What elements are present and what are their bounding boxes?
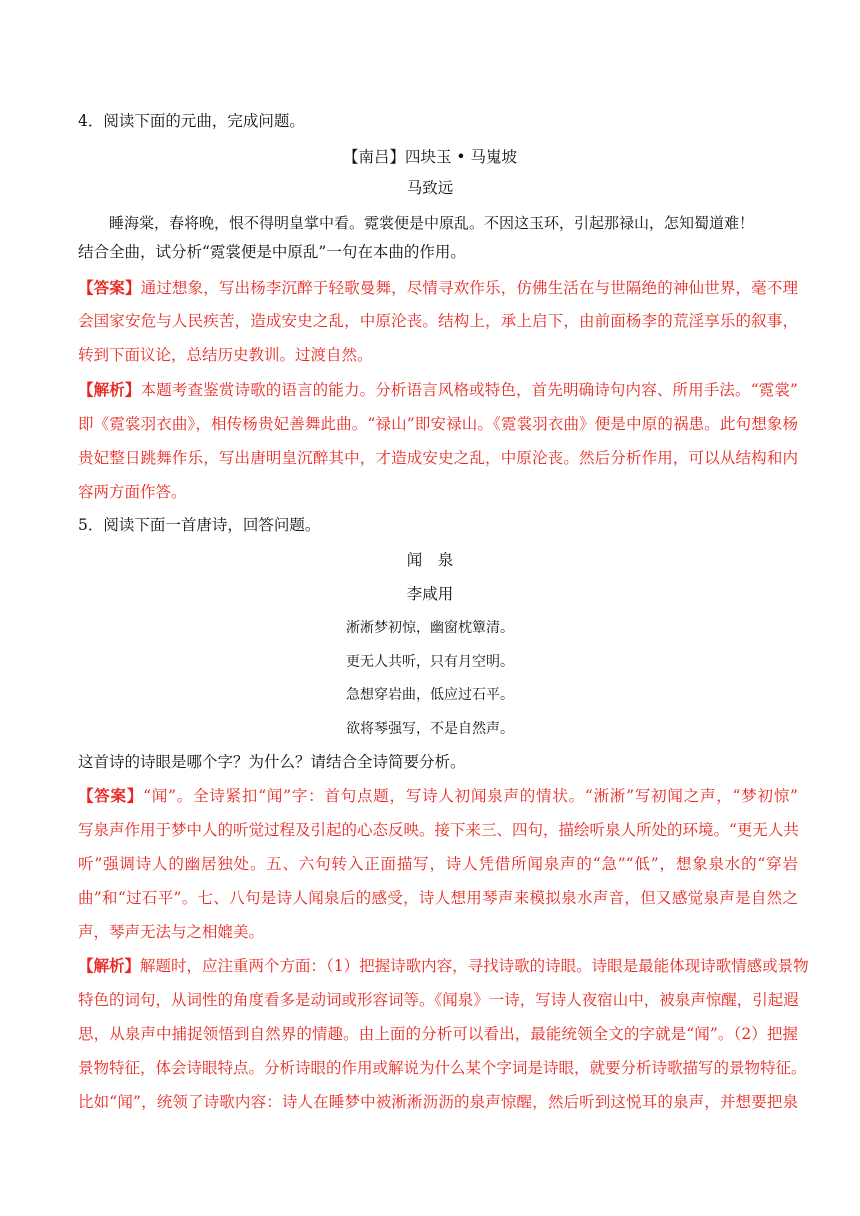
- q4-intro: 4．阅读下面的元曲，完成问题。: [78, 112, 305, 130]
- q5-answer-line-1: 【答案】“闻”。全诗紧扣“闻”字：首句点题，写诗人初闻泉声的情状。“淅淅”写初闻之声，“梦初惊”: [78, 786, 798, 805]
- q4-answer-tag: 【答案】: [78, 278, 141, 297]
- q5-answer-line-2: 写泉声作用于梦中人的听觉过程及引起的心态反映。接下来三、四句，描绘听泉人所处的环境。“更无人共: [78, 821, 799, 839]
- q4-analysis-line-4: 容两方面作答。: [78, 483, 187, 501]
- q4-answer-line-1: 【答案】通过想象，写出杨李沉醉于轻歌曼舞，尽情寻欢作乐，仿佛生活在与世隔绝的神仙世界，毫不理: [78, 278, 798, 297]
- q5-author: 李咸用: [406, 585, 454, 603]
- q5-title: 闻 泉: [406, 551, 454, 569]
- q4-analysis-line-2: 即《霓裳羽衣曲》，相传杨贵妃善舞此曲。“禄山”即安禄山。《霓裳羽衣曲》便是中原的祸患。此句想象杨: [78, 415, 798, 433]
- q4-author: 马致远: [406, 179, 454, 197]
- q5-answer-line-4: 曲”和“过石平”。七、八句是诗人闻泉后的感受，诗人想用琴声来模拟泉水声音，但又感觉泉声是自然之: [78, 889, 798, 907]
- q4-question: 结合全曲，试分析“霓裳便是中原乱”一句在本曲的作用。: [78, 243, 466, 261]
- q4-answer-line-2: 会国家安危与人民疾苦，造成安史之乱，中原沦丧。结构上，承上启下，由前面杨李的荒淫享乐的叙事，: [78, 312, 798, 330]
- q4-title: 【南吕】四块玉 • 马嵬坡: [343, 148, 517, 166]
- q5-intro: 5．阅读下面一首唐诗，回答问题。: [78, 516, 321, 534]
- q4-analysis-tag: 【解析】: [78, 380, 141, 399]
- q5-analysis-line-2: 特色的词句，从词性的角度看多是动词或形容词等。《闻泉》一诗，写诗人夜宿山中，被泉声惊醒，引起遐: [78, 991, 799, 1009]
- q5-analysis-line-4: 景物特征，体会诗眼特点。分析诗眼的作用或解说为什么某个字词是诗眼，就要分析诗歌描写的景物特征。: [78, 1059, 807, 1077]
- q5-analysis-line-1: 【解析】解题时，应注重两个方面：（1）把握诗歌内容，寻找诗歌的诗眼。诗眼是最能体现诗歌情感或景物: [78, 956, 809, 975]
- q5-answer-line-3: 听”强调诗人的幽居独处。五、六句转入正面描写，诗人凭借所闻泉声的“急”“低”，想象泉水的“穿岩: [78, 855, 798, 873]
- q5-answer-tag: 【答案】: [78, 786, 144, 805]
- q5-question: 这首诗的诗眼是哪个字？为什么？请结合全诗简要分析。: [78, 753, 466, 771]
- q4-qu-text: 睡海棠，春将晚，恨不得明皇掌中看。霓裳便是中原乱。不因这玉环，引起那禄山，怎知蜀道难！: [109, 214, 755, 232]
- q5-poem-line-1: 淅淅梦初惊，幽窗枕簟清。: [346, 620, 514, 636]
- q5-analysis-line-5: 比如“闻”，统领了诗歌内容：诗人在睡梦中被淅淅沥沥的泉声惊醒，然后听到这悦耳的泉声，并想要把泉: [78, 1093, 798, 1111]
- q5-poem-line-2: 更无人共听，只有月空明。: [346, 654, 514, 670]
- q5-analysis-tag: 【解析】: [78, 956, 141, 975]
- q4-analysis-line-1: 【解析】本题考查鉴赏诗歌的语言的能力。分析语言风格或特色，首先明确诗句内容、所用手法。“霓裳”: [78, 380, 798, 399]
- q4-analysis-line-3: 贵妃整日跳舞作乐，写出唐明皇沉醉其中，才造成安史之乱，中原沦丧。然后分析作用，可以从结构和内: [78, 449, 798, 467]
- q5-poem-line-3: 急想穿岩曲，低应过石平。: [346, 687, 514, 703]
- q5-analysis-line-3: 思，从泉声中捕捉领悟到自然界的情趣。由上面的分析可以看出，最能统领全文的字就是“闻”。（2）把握: [78, 1025, 798, 1043]
- q5-poem-line-4: 欲将琴强写，不是自然声。: [346, 721, 514, 737]
- q4-answer-line-3: 转到下面议论，总结历史教训。过渡自然。: [78, 346, 373, 364]
- q5-answer-line-5: 声，琴声无法与之相媲美。: [78, 923, 265, 941]
